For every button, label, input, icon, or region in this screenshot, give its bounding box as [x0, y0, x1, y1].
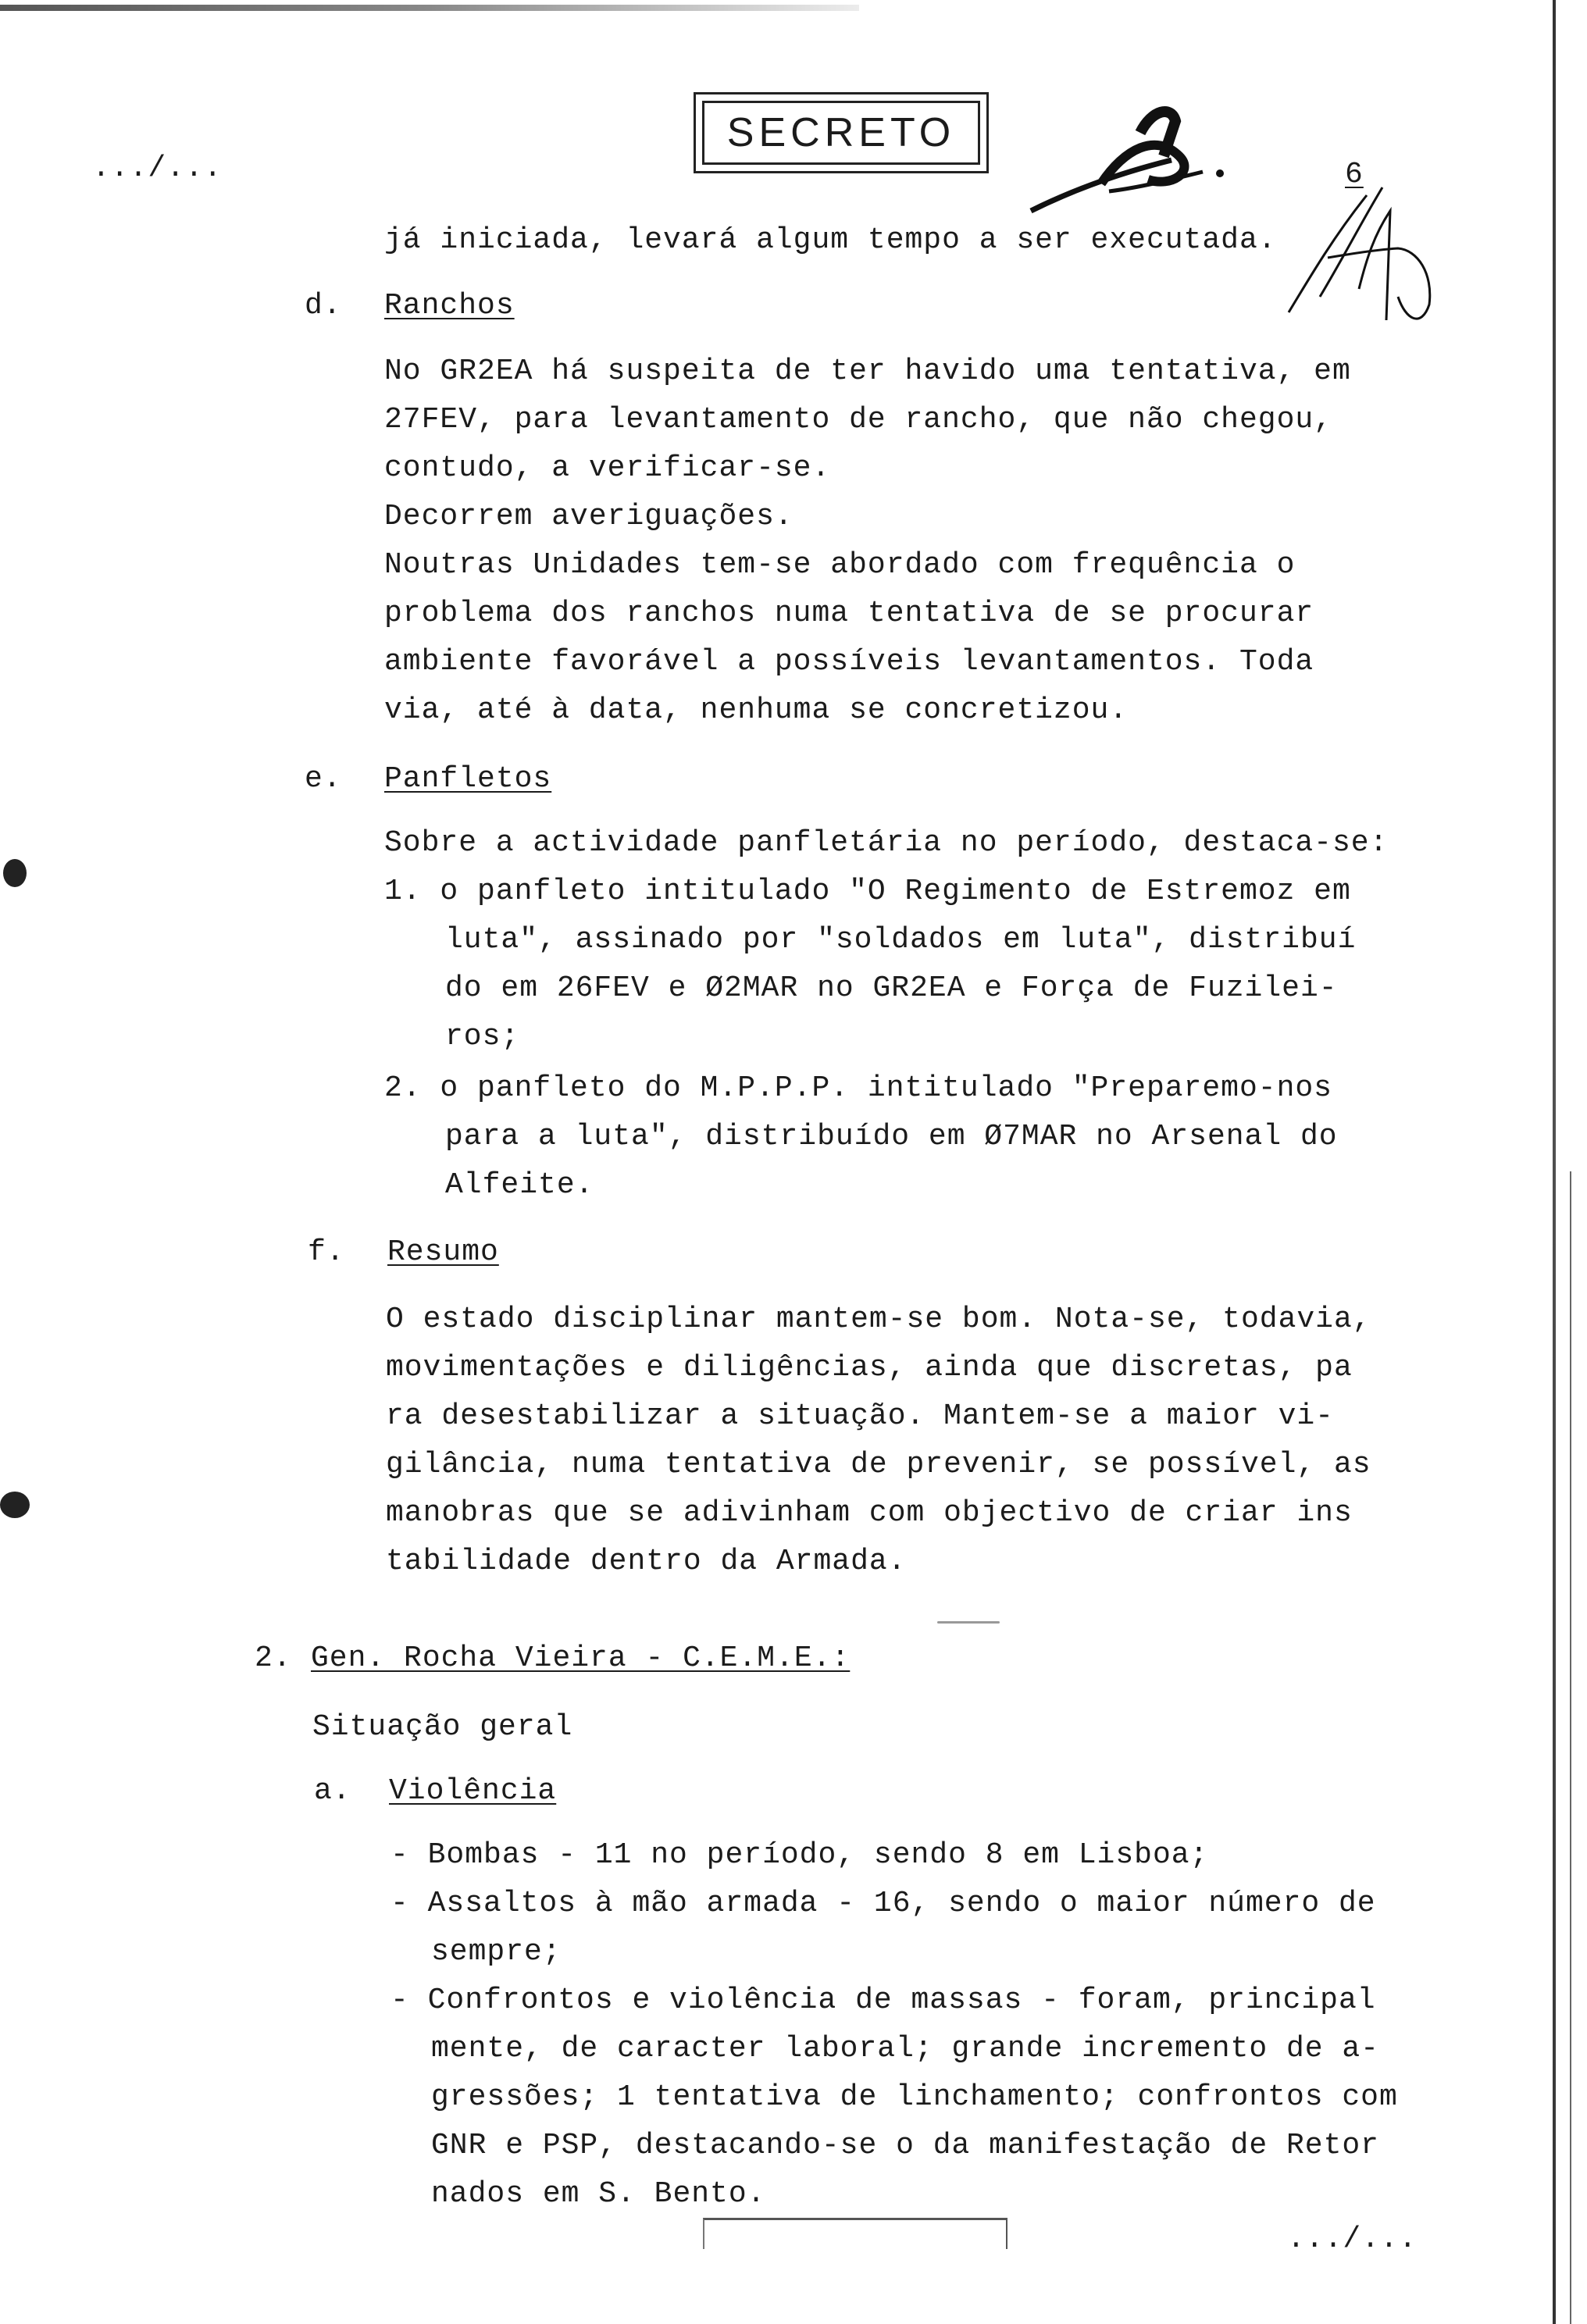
text-line: do em 26FEV e Ø2MAR no GR2EA e Força de Fuzilei- [445, 971, 1338, 1005]
section-heading-resumo: Resumo [387, 1235, 499, 1269]
scan-right-edge-secondary [1570, 1171, 1571, 2324]
partial-stamp-bottom [703, 2218, 1007, 2249]
scan-mark [0, 1492, 30, 1518]
text-line: Situação geral [312, 1710, 573, 1744]
list-item: - Bombas - 11 no período, sendo 8 em Lisboa; [391, 1838, 1209, 1872]
text-line: já iniciada, levará algum tempo a ser executada. [384, 223, 1277, 257]
text-line: problema dos ranchos numa tentativa de se procurar [384, 597, 1314, 630]
text-line: O estado disciplinar mantem-se bom. Nota-se, todavia, [386, 1303, 1371, 1336]
text-line: ros; [445, 1020, 520, 1053]
text-line: gilância, numa tentativa de prevenir, se possível, as [386, 1448, 1371, 1481]
scan-mark [937, 1621, 1000, 1624]
list-item: 2. o panfleto do M.P.P.P. intitulado "Preparemo-nos [384, 1071, 1332, 1105]
section-heading-panfletos: Panfletos [384, 762, 552, 796]
text-line: sempre; [431, 1935, 562, 1969]
text-line: GNR e PSP, destacando-se o da manifestação de Retor [431, 2129, 1379, 2162]
scan-mark [3, 859, 27, 887]
page-number: 6 [1345, 158, 1364, 191]
text-line: Noutras Unidades tem-se abordado com frequência o [384, 548, 1296, 582]
text-line: manobras que se adivinham com objectivo de criar ins [386, 1496, 1353, 1530]
text-line: tabilidade dentro da Armada. [386, 1545, 907, 1578]
text-line: gressões; 1 tentativa de linchamento; confrontos com [431, 2080, 1398, 2114]
text-line: Sobre a actividade panfletária no período, destaca-se: [384, 826, 1389, 860]
list-item: - Assaltos à mão armada - 16, sendo o maior número de [391, 1887, 1376, 1920]
scan-top-edge [0, 5, 859, 11]
section-heading-violencia: Violência [389, 1774, 557, 1808]
section-heading-ceme: Gen. Rocha Vieira - C.E.M.E.: [311, 1641, 851, 1675]
handwritten-signature [1281, 180, 1453, 336]
text-line: Alfeite. [445, 1168, 594, 1202]
handwritten-initials-mark [1015, 102, 1250, 226]
text-line: contudo, a verificar-se. [384, 451, 831, 485]
item-letter-e: e. [305, 762, 342, 796]
text-line: Decorrem averiguações. [384, 500, 794, 533]
text-line: ambiente favorável a possíveis levantamentos. Toda [384, 645, 1314, 679]
list-item: 1. o panfleto intitulado "O Regimento de Estremoz em [384, 875, 1351, 908]
item-letter-d: d. [305, 289, 342, 323]
text-line: movimentações e diligências, ainda que discretas, pa [386, 1351, 1353, 1385]
continuation-marker-top: .../... [92, 151, 223, 185]
item-letter-f: f. [308, 1235, 345, 1269]
continuation-marker-bottom: .../... [1287, 2222, 1418, 2256]
text-line: para a luta", distribuído em Ø7MAR no Arsenal do [445, 1120, 1338, 1153]
section-heading-ranchos: Ranchos [384, 289, 515, 323]
text-line: luta", assinado por "soldados em luta", distribuí [445, 923, 1357, 957]
list-item: - Confrontos e violência de massas - foram, principal [391, 1984, 1376, 2017]
text-line: via, até à data, nenhuma se concretizou. [384, 693, 1129, 727]
classification-stamp-text: SECRETO [702, 101, 980, 165]
scan-right-edge [1553, 0, 1556, 2324]
item-letter-a: a. [314, 1774, 351, 1808]
text-line: nados em S. Bento. [431, 2177, 766, 2211]
classification-stamp [694, 92, 989, 173]
text-line: No GR2EA há suspeita de ter havido uma tentativa, em [384, 355, 1351, 388]
text-line: mente, de caracter laboral; grande incremento de a- [431, 2032, 1379, 2066]
text-line: 27FEV, para levantamento de rancho, que não chegou, [384, 403, 1332, 437]
section-number-2: 2. [255, 1641, 292, 1675]
text-line: ra desestabilizar a situação. Mantem-se a maior vi- [386, 1399, 1334, 1433]
